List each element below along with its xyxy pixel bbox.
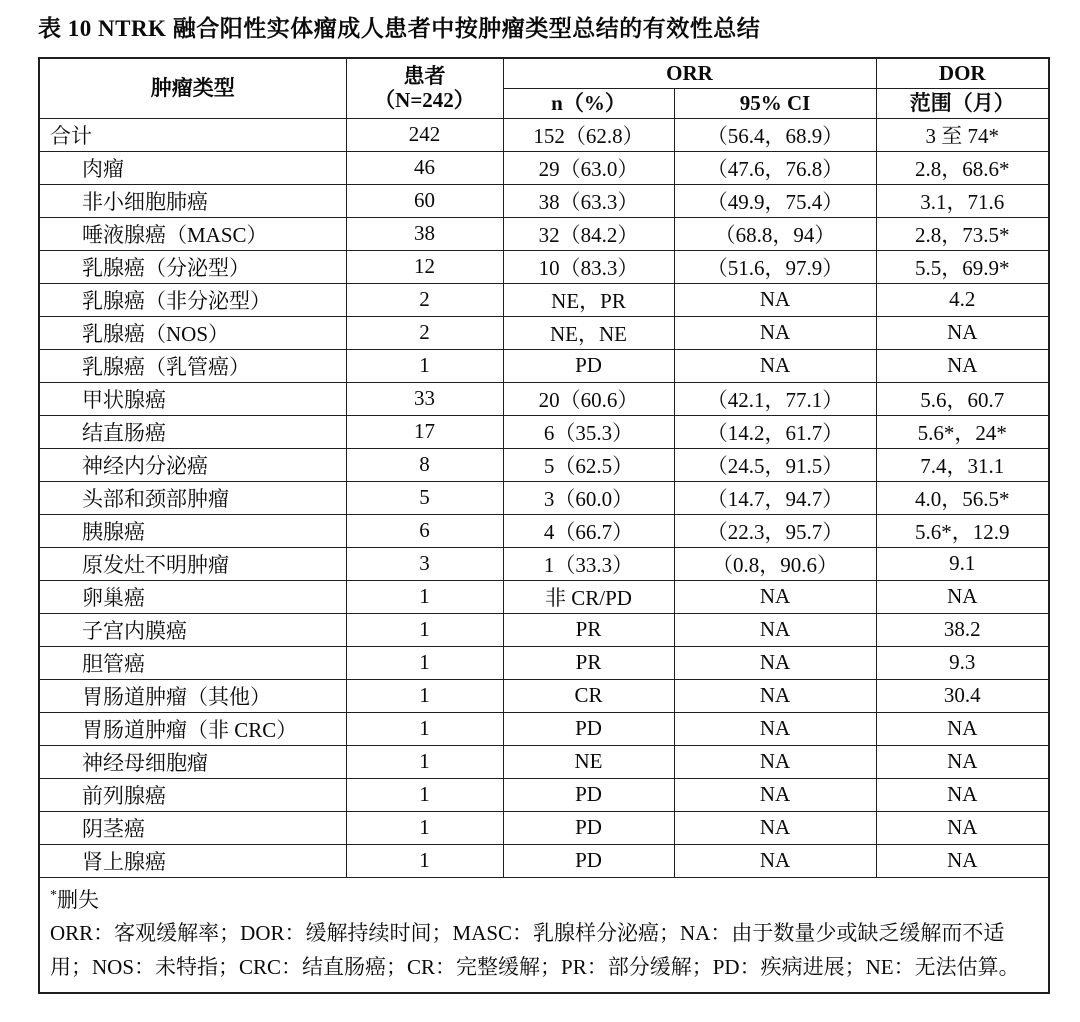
footnote-block xyxy=(39,877,1049,993)
ci-cell: （24.5，91.5） xyxy=(674,448,876,481)
table-row xyxy=(39,745,1049,778)
patients-cell: 33 xyxy=(346,382,503,415)
ci-cell: （56.4，68.9） xyxy=(674,118,876,151)
tumor-type-cell: 乳腺癌（非分泌型） xyxy=(39,283,346,316)
footnote-censored xyxy=(50,888,99,912)
patients-cell: 2 xyxy=(346,283,503,316)
table-row xyxy=(39,679,1049,712)
dor-cell: NA xyxy=(876,778,1049,811)
ci-cell: NA xyxy=(674,580,876,613)
patients-cell: 1 xyxy=(346,349,503,382)
censored-label: 删失 xyxy=(57,887,99,912)
patients-cell: 6 xyxy=(346,514,503,547)
dor-cell: NA xyxy=(876,316,1049,349)
patients-cell: 1 xyxy=(346,712,503,745)
tumor-type-cell: 唾液腺癌（MASC） xyxy=(39,217,346,250)
tumor-type-cell: 非小细胞肺癌 xyxy=(39,184,346,217)
ci-cell: （51.6，97.9） xyxy=(674,250,876,283)
ci-cell: NA xyxy=(674,811,876,844)
ci-cell: （47.6，76.8） xyxy=(674,151,876,184)
dor-cell: NA xyxy=(876,844,1049,877)
tumor-type-cell: 神经母细胞瘤 xyxy=(39,745,346,778)
tumor-type-cell: 胆管癌 xyxy=(39,646,346,679)
orr-n-cell: PR xyxy=(503,613,674,646)
dor-cell: 3 至 74* xyxy=(876,118,1049,151)
patients-cell: 8 xyxy=(346,448,503,481)
tumor-type-cell: 乳腺癌（乳管癌） xyxy=(39,349,346,382)
table-row xyxy=(39,613,1049,646)
patients-cell: 60 xyxy=(346,184,503,217)
patients-cell: 1 xyxy=(346,745,503,778)
tumor-type-cell: 胃肠道肿瘤（非 CRC） xyxy=(39,712,346,745)
dor-cell: 5.6*，24* xyxy=(876,415,1049,448)
ci-cell: （49.9，75.4） xyxy=(674,184,876,217)
orr-n-cell: PD xyxy=(503,844,674,877)
dor-cell: NA xyxy=(876,745,1049,778)
orr-n-cell: 20（60.6） xyxy=(503,382,674,415)
patients-cell: 1 xyxy=(346,778,503,811)
ci-cell: （22.3，95.7） xyxy=(674,514,876,547)
header-patients-n: （N=242） xyxy=(374,88,475,113)
ci-cell: NA xyxy=(674,778,876,811)
ci-cell: （68.8，94） xyxy=(674,217,876,250)
patients-cell: 46 xyxy=(346,151,503,184)
orr-n-cell: 4（66.7） xyxy=(503,514,674,547)
table-row xyxy=(39,844,1049,877)
header-patients-label: 患者 xyxy=(403,64,446,89)
table-body xyxy=(39,118,1049,877)
header-orr: ORR xyxy=(503,58,876,88)
dor-cell: NA xyxy=(876,811,1049,844)
patients-cell: 3 xyxy=(346,547,503,580)
orr-n-cell: 29（63.0） xyxy=(503,151,674,184)
tumor-type-cell: 乳腺癌（NOS） xyxy=(39,316,346,349)
dor-cell: NA xyxy=(876,712,1049,745)
table-row xyxy=(39,580,1049,613)
table-row xyxy=(39,151,1049,184)
header-tumor-type: 肿瘤类型 xyxy=(39,58,346,118)
tumor-type-cell: 合计 xyxy=(39,118,346,151)
tumor-type-cell: 胃肠道肿瘤（其他） xyxy=(39,679,346,712)
dor-cell: NA xyxy=(876,349,1049,382)
ci-cell: NA xyxy=(674,283,876,316)
dor-cell: 9.1 xyxy=(876,547,1049,580)
tumor-type-cell: 阴茎癌 xyxy=(39,811,346,844)
table-row xyxy=(39,415,1049,448)
header-orr-n-pct: n（%） xyxy=(503,88,674,118)
ci-cell: NA xyxy=(674,613,876,646)
header-dor-range: 范围（月） xyxy=(876,88,1049,118)
tumor-type-cell: 甲状腺癌 xyxy=(39,382,346,415)
table-row xyxy=(39,514,1049,547)
ci-cell: （0.8，90.6） xyxy=(674,547,876,580)
footnote-abbreviations: ORR：客观缓解率；DOR：缓解持续时间；MASC：乳腺样分泌癌；NA：由于数量少或缺乏缓解而不适用；NOS：未特指；CRC：结直肠癌；CR：完整缓解；PR：部分缓解；PD：疾病进展；NE：无法估算。 xyxy=(50,921,1020,979)
dor-cell: NA xyxy=(876,580,1049,613)
orr-n-cell: 1（33.3） xyxy=(503,547,674,580)
dor-cell: 5.6，60.7 xyxy=(876,382,1049,415)
tumor-type-cell: 胰腺癌 xyxy=(39,514,346,547)
dor-cell: 2.8，73.5* xyxy=(876,217,1049,250)
dor-cell: 3.1，71.6 xyxy=(876,184,1049,217)
orr-n-cell: 非 CR/PD xyxy=(503,580,674,613)
table-row xyxy=(39,316,1049,349)
tumor-type-cell: 卵巢癌 xyxy=(39,580,346,613)
ci-cell: （14.7，94.7） xyxy=(674,481,876,514)
tumor-type-cell: 肾上腺癌 xyxy=(39,844,346,877)
tumor-type-cell: 肉瘤 xyxy=(39,151,346,184)
orr-n-cell: NE xyxy=(503,745,674,778)
orr-n-cell: NE，PR xyxy=(503,283,674,316)
table-row xyxy=(39,217,1049,250)
patients-cell: 5 xyxy=(346,481,503,514)
orr-n-cell: PD xyxy=(503,778,674,811)
ci-cell: （14.2，61.7） xyxy=(674,415,876,448)
table-row xyxy=(39,811,1049,844)
ci-cell: NA xyxy=(674,844,876,877)
table-row xyxy=(39,283,1049,316)
patients-cell: 1 xyxy=(346,646,503,679)
tumor-type-cell: 原发灶不明肿瘤 xyxy=(39,547,346,580)
ci-cell: NA xyxy=(674,316,876,349)
orr-n-cell: CR xyxy=(503,679,674,712)
patients-cell: 17 xyxy=(346,415,503,448)
orr-n-cell: 6（35.3） xyxy=(503,415,674,448)
dor-cell: 2.8，68.6* xyxy=(876,151,1049,184)
header-patients xyxy=(346,58,503,118)
patients-cell: 1 xyxy=(346,844,503,877)
patients-cell: 12 xyxy=(346,250,503,283)
asterisk-marker: * xyxy=(50,887,57,903)
header-orr-ci: 95% CI xyxy=(674,88,876,118)
ci-cell: （42.1，77.1） xyxy=(674,382,876,415)
ci-cell: NA xyxy=(674,679,876,712)
dor-cell: 30.4 xyxy=(876,679,1049,712)
orr-n-cell: 38（63.3） xyxy=(503,184,674,217)
table-row xyxy=(39,481,1049,514)
patients-cell: 1 xyxy=(346,811,503,844)
tumor-type-cell: 前列腺癌 xyxy=(39,778,346,811)
table-header xyxy=(39,58,1049,118)
ci-cell: NA xyxy=(674,712,876,745)
ci-cell: NA xyxy=(674,349,876,382)
table-row-total xyxy=(39,118,1049,151)
patients-cell: 38 xyxy=(346,217,503,250)
dor-cell: 7.4，31.1 xyxy=(876,448,1049,481)
table-row xyxy=(39,448,1049,481)
orr-n-cell: 152（62.8） xyxy=(503,118,674,151)
orr-n-cell: 32（84.2） xyxy=(503,217,674,250)
tumor-type-cell: 结直肠癌 xyxy=(39,415,346,448)
table-row xyxy=(39,778,1049,811)
efficacy-summary-table xyxy=(38,57,1050,994)
dor-cell: 4.2 xyxy=(876,283,1049,316)
patients-cell: 1 xyxy=(346,580,503,613)
ci-cell: NA xyxy=(674,646,876,679)
table-row xyxy=(39,184,1049,217)
orr-n-cell: PD xyxy=(503,349,674,382)
table-row xyxy=(39,547,1049,580)
orr-n-cell: 10（83.3） xyxy=(503,250,674,283)
orr-n-cell: 5（62.5） xyxy=(503,448,674,481)
dor-cell: 5.5，69.9* xyxy=(876,250,1049,283)
dor-cell: 5.6*，12.9 xyxy=(876,514,1049,547)
table-footer xyxy=(39,877,1049,993)
table-row xyxy=(39,349,1049,382)
orr-n-cell: PD xyxy=(503,811,674,844)
tumor-type-cell: 头部和颈部肿瘤 xyxy=(39,481,346,514)
table-row xyxy=(39,250,1049,283)
orr-n-cell: NE，NE xyxy=(503,316,674,349)
patients-cell: 1 xyxy=(346,679,503,712)
dor-cell: 9.3 xyxy=(876,646,1049,679)
table-row xyxy=(39,382,1049,415)
tumor-type-cell: 神经内分泌癌 xyxy=(39,448,346,481)
table-row xyxy=(39,712,1049,745)
orr-n-cell: PR xyxy=(503,646,674,679)
dor-cell: 4.0，56.5* xyxy=(876,481,1049,514)
table-row xyxy=(39,646,1049,679)
tumor-type-cell: 子宫内膜癌 xyxy=(39,613,346,646)
patients-cell: 1 xyxy=(346,613,503,646)
tumor-type-cell: 乳腺癌（分泌型） xyxy=(39,250,346,283)
orr-n-cell: PD xyxy=(503,712,674,745)
header-dor: DOR xyxy=(876,58,1049,88)
patients-cell: 242 xyxy=(346,118,503,151)
page-title: 表 10 NTRK 融合阳性实体瘤成人患者中按肿瘤类型总结的有效性总结 xyxy=(38,16,761,41)
patients-cell: 2 xyxy=(346,316,503,349)
orr-n-cell: 3（60.0） xyxy=(503,481,674,514)
dor-cell: 38.2 xyxy=(876,613,1049,646)
ci-cell: NA xyxy=(674,745,876,778)
